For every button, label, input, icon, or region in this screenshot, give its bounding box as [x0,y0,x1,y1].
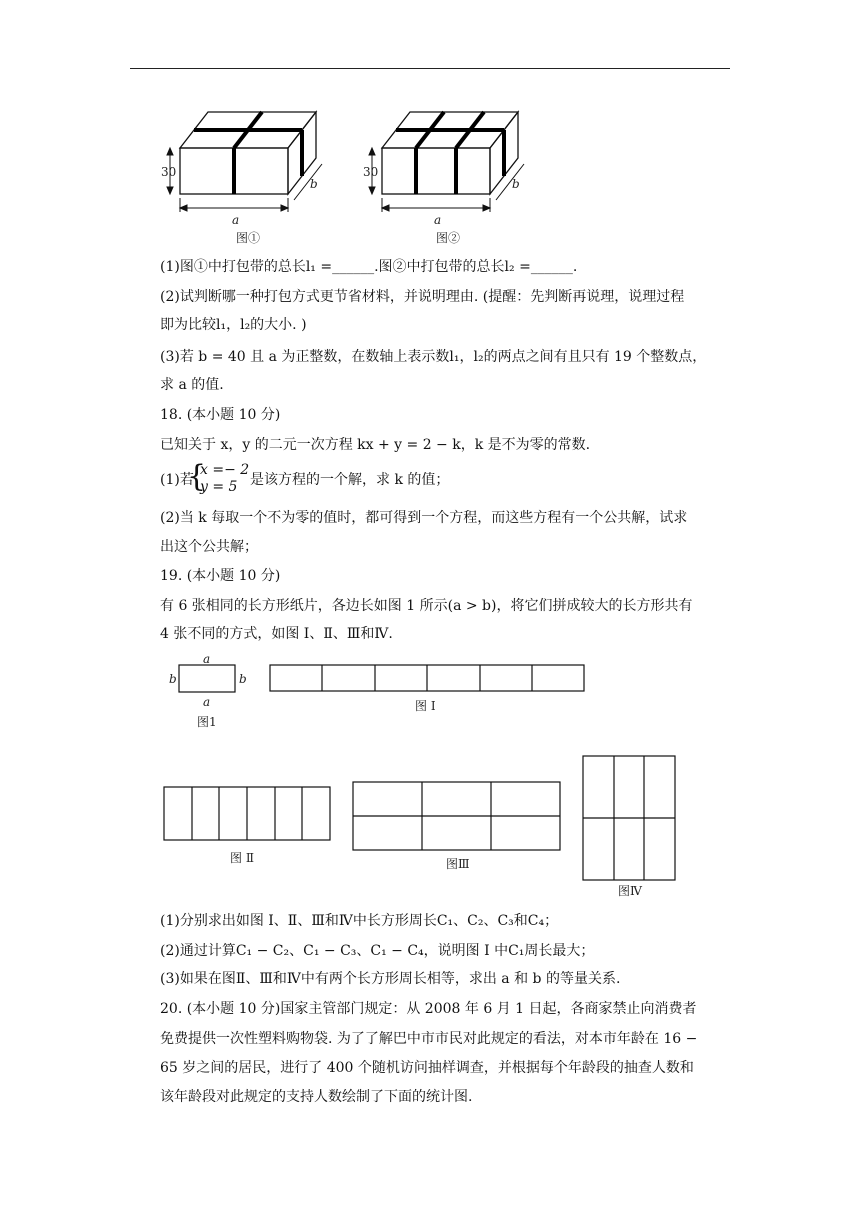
height-label: 30 [363,165,379,179]
q17-part3-line2: 求 a 的值. [160,377,224,393]
figIII-caption: 图Ⅲ [446,857,470,871]
q19-part2: (2)通过计算C₁ − C₂、C₁ − C₃、C₁ − C₄，说明图 Ⅰ 中C₁周长最大； [160,943,595,959]
q17-part3-line1: (3)若 b = 40 且 a 为正整数，在数轴上表示数l₁，l₂的两点之间有且只有 19 个整数点， [160,349,707,365]
q17-part1: (1)图①中打包带的总长l₁ =______.图②中打包带的总长l₂ =______. [160,259,578,275]
q20-line1: 20. (本小题 10 分)国家主管部门规定：从 2008 年 6 月 1 日起，各商家禁止向消费者 [160,1001,697,1017]
q20-line3: 65 岁之间的居民，进行了 400 个随机访问抽样调查，并根据每个年龄段的抽查人数和 [160,1060,694,1076]
figII-caption: 图 Ⅱ [230,851,254,865]
box-figure-2 [360,100,550,250]
figI-caption: 图 Ⅰ [415,699,436,713]
q20-line2: 免费提供一次性塑料购物袋. 为了了解巴中市市民对此规定的看法，对本市年龄在 16 − [160,1031,698,1047]
figure-1-rectangle [165,652,255,732]
q18-stem: 已知关于 x，y 的二元一次方程 kx + y = 2 − k，k 是不为零的常数. [160,437,591,453]
q19-heading: 19. (本小题 10 分) [160,568,281,584]
b-label: b [512,177,520,191]
q17-part2-line2: 即为比较l₁，l₂的大小. ) [160,317,307,333]
figIV-caption: 图Ⅳ [618,884,642,898]
q19-part3: (3)如果在图Ⅱ、Ⅲ和Ⅳ中有两个长方形周长相等，求出 a 和 b 的等量关系. [160,971,621,987]
a-label: a [203,695,211,709]
q18-part2-line1: (2)当 k 每取一个不为零的值时，都可得到一个方程，而这些方程有一个公共解，试求 [160,510,688,526]
height-label: 30 [161,165,177,179]
a-label: a [203,652,211,666]
q19-stem-line2: 4 张不同的方式，如图 Ⅰ、Ⅱ、Ⅲ和Ⅳ. [160,626,393,642]
q18-heading: 18. (本小题 10 分) [160,407,281,423]
figure-III [350,778,565,873]
q20-line4: 该年龄段对此规定的支持人数绘制了下面的统计图. [160,1089,473,1105]
b-label: b [310,177,318,191]
box-figure-1 [160,100,350,250]
b-label: b [239,672,247,686]
header-rule [130,68,730,69]
q18-part1-suffix: 是该方程的一个解，求 k 的值； [250,472,450,488]
a-label: a [434,213,442,227]
b-label: b [169,672,177,686]
figure-II [160,782,340,872]
fig2-caption: 图② [436,231,461,245]
q19-stem-line1: 有 6 张相同的长方形纸片，各边长如图 1 所示(a > b)，将它们拼成较大的长方形共有 [160,598,693,614]
figure-I [265,660,595,720]
q18-part1-prefix: (1)若 [160,472,194,488]
q18-part2-line2: 出这个公共解； [160,539,258,555]
a-label: a [232,213,240,227]
q18-eq1: x =− 2 [200,462,250,478]
fig1-caption: 图① [236,231,261,245]
figure-IV [578,752,683,900]
q17-part2-line1: (2)试判断哪一种打包方式更节省材料，并说明理由. (提醒：先判断再说理，说理过程 [160,289,685,305]
q18-eq2: y = 5 [200,479,238,495]
fig1-caption: 图1 [197,715,217,729]
system-brace: { [187,459,207,494]
q19-part1: (1)分别求出如图 Ⅰ、Ⅱ、Ⅲ和Ⅳ中长方形周长C₁、C₂、C₃和C₄； [160,913,559,929]
